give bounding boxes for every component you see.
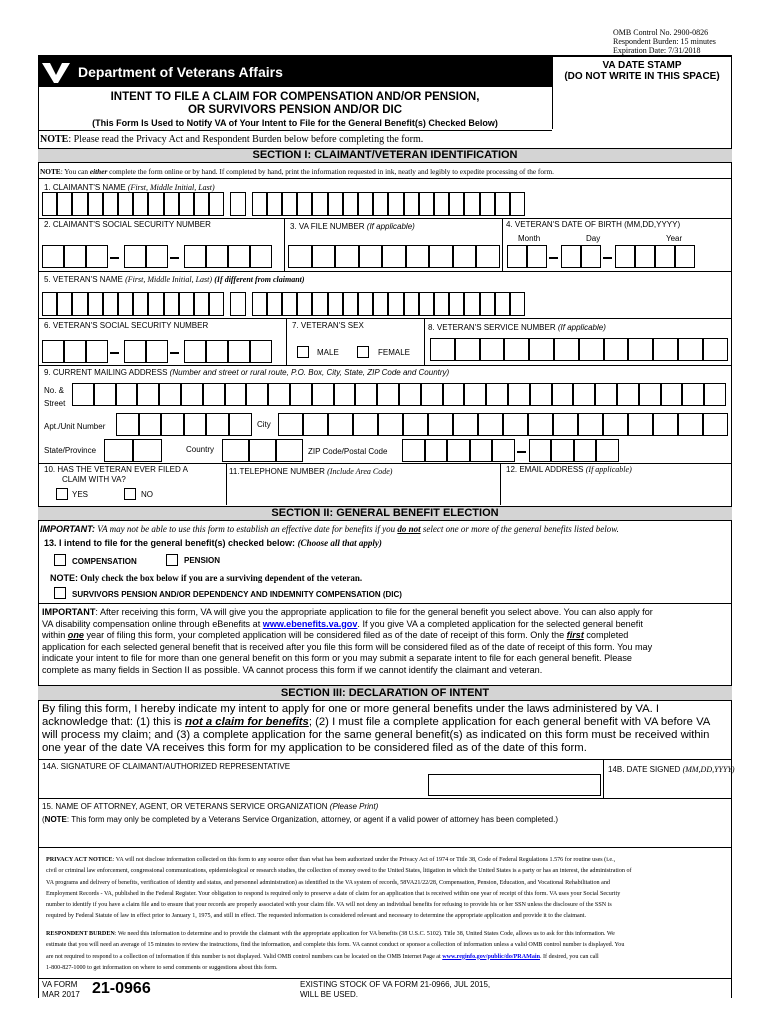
male-label: MALE xyxy=(317,348,339,357)
dic-label: SURVIVORS PENSION AND/OR DEPENDENCY AND INDEMNITY COMPENSATION (DIC) xyxy=(72,590,402,599)
char-cell[interactable] xyxy=(137,383,159,406)
char-cell[interactable] xyxy=(250,245,272,268)
char-cell[interactable] xyxy=(252,292,267,316)
char-cell[interactable] xyxy=(194,192,209,216)
char-cell[interactable] xyxy=(250,340,272,363)
char-cell[interactable] xyxy=(334,383,356,406)
footer-va-form: VA FORM xyxy=(42,980,78,989)
section-3-header: SECTION III: DECLARATION OF INTENT xyxy=(38,685,732,701)
char-cell[interactable] xyxy=(402,439,425,462)
char-cell[interactable] xyxy=(146,245,168,268)
char-cell[interactable] xyxy=(42,192,57,216)
char-cell[interactable] xyxy=(403,413,428,436)
char-cell[interactable] xyxy=(653,338,678,361)
separator-dash xyxy=(110,257,119,259)
char-cell[interactable] xyxy=(529,338,554,361)
char-cell[interactable] xyxy=(406,245,430,268)
char-cell[interactable] xyxy=(335,245,359,268)
char-cell[interactable] xyxy=(703,413,728,436)
char-cell[interactable] xyxy=(57,292,72,316)
char-cell[interactable] xyxy=(72,292,87,316)
char-cell[interactable] xyxy=(378,413,403,436)
email-label: 12. EMAIL ADDRESS (If applicable) xyxy=(506,465,632,474)
zip-label: ZIP Code/Postal Code xyxy=(308,447,388,456)
char-cell[interactable] xyxy=(148,192,163,216)
char-cell[interactable] xyxy=(312,245,336,268)
char-cell[interactable] xyxy=(561,245,581,268)
char-cell[interactable] xyxy=(453,413,478,436)
char-cell[interactable] xyxy=(179,192,194,216)
char-cell[interactable] xyxy=(64,245,86,268)
char-cell[interactable] xyxy=(268,383,290,406)
char-cell[interactable] xyxy=(604,338,629,361)
street-label-1: No. & xyxy=(44,386,65,395)
char-cell[interactable] xyxy=(704,383,726,406)
q13-label: 13. I intend to file for the general benefit(s) checked below: (Choose all that apply) xyxy=(44,538,382,548)
city-field[interactable] xyxy=(278,413,728,436)
char-cell[interactable] xyxy=(675,245,695,268)
compensation-label: COMPENSATION xyxy=(72,557,137,566)
respondent-burden: RESPONDENT BURDEN: We need this information to determine and to provide the claimant with the appropriate application for VA benefits (38 U.S.C. 5102). Title 38, United States Code, allows us to ask for this information. We estimate that you will need an average of 15 minutes to review the instructions, find the information, and complete this form. VA cannot conduct or sponsor a collection of information unless a valid OMB control number is displayed. You are not required to respond to a collection of information if this number is not displayed. Valid OMB control numbers can be located on the OMB Internet Page at www.reginfo.gov/public/do/PRAMain. If desired, you can call 1-800-827-1000 to get information on where to send comments or suggestions about this form. xyxy=(46,931,625,971)
char-cell[interactable] xyxy=(425,439,448,462)
char-cell[interactable] xyxy=(382,245,406,268)
char-cell[interactable] xyxy=(628,338,653,361)
char-cell[interactable] xyxy=(373,292,388,316)
char-cell[interactable] xyxy=(343,192,358,216)
state-field[interactable] xyxy=(104,439,162,462)
char-cell[interactable] xyxy=(229,413,252,436)
char-cell[interactable] xyxy=(139,413,162,436)
char-cell[interactable] xyxy=(510,192,525,216)
veteran-ssn-field[interactable] xyxy=(42,340,282,363)
char-cell[interactable] xyxy=(470,439,493,462)
char-cell[interactable] xyxy=(528,413,553,436)
char-cell[interactable] xyxy=(578,413,603,436)
char-cell[interactable] xyxy=(421,383,443,406)
char-cell[interactable] xyxy=(246,383,268,406)
form-title-2: OR SURVIVORS PENSION AND/OR DIC xyxy=(187,104,403,116)
char-cell[interactable] xyxy=(133,192,148,216)
char-cell[interactable] xyxy=(42,292,57,316)
char-cell[interactable] xyxy=(661,383,683,406)
char-cell[interactable] xyxy=(554,338,579,361)
char-cell[interactable] xyxy=(480,292,495,316)
char-cell[interactable] xyxy=(146,340,168,363)
filed-yes-label: YES xyxy=(72,490,89,499)
char-cell[interactable] xyxy=(267,192,282,216)
char-cell[interactable] xyxy=(276,439,303,462)
char-cell[interactable] xyxy=(430,338,455,361)
service-number-label: 8. VETERAN'S SERVICE NUMBER (If applicable) xyxy=(428,323,606,332)
char-cell[interactable] xyxy=(428,413,453,436)
omb-burden: Respondent Burden: 15 minutes xyxy=(613,37,716,46)
section-2-header: SECTION II: GENERAL BENEFIT ELECTION xyxy=(38,506,732,521)
char-cell[interactable] xyxy=(628,413,653,436)
char-cell[interactable] xyxy=(194,292,209,316)
veteran-dob-label: 4. VETERAN'S DATE OF BIRTH (MM,DD,YYYY) xyxy=(506,220,681,229)
claimant-name-field[interactable] xyxy=(42,192,728,216)
char-cell[interactable] xyxy=(124,245,146,268)
filed-no-label: NO xyxy=(141,490,153,499)
char-cell[interactable] xyxy=(355,383,377,406)
footer-stock-1: EXISTING STOCK OF VA FORM 21-0966, JUL 2015, xyxy=(300,980,491,989)
country-field[interactable] xyxy=(222,439,304,462)
char-cell[interactable] xyxy=(228,340,250,363)
veteran-name-label: 5. VETERAN'S NAME (First, Middle Initial, Last) (If different from claimant) xyxy=(44,275,305,284)
street-label-2: Street xyxy=(44,399,66,408)
separator-dash xyxy=(110,352,119,354)
char-cell[interactable] xyxy=(373,192,388,216)
separator-dash xyxy=(170,257,179,259)
form-subtitle: (This Form Is Used to Notify VA of Your Intent to File for the General Benefit(s) Checked Below) xyxy=(92,118,498,128)
char-cell[interactable] xyxy=(328,413,353,436)
char-cell[interactable] xyxy=(209,192,224,216)
va-date-stamp-label: VA DATE STAMP xyxy=(602,60,682,71)
char-cell[interactable] xyxy=(209,292,224,316)
claimant-ssn-field[interactable] xyxy=(42,245,282,268)
char-cell[interactable] xyxy=(249,439,276,462)
char-cell[interactable] xyxy=(655,245,675,268)
char-cell[interactable] xyxy=(510,292,525,316)
char-cell[interactable] xyxy=(228,245,250,268)
char-cell[interactable] xyxy=(573,383,595,406)
char-cell[interactable] xyxy=(103,192,118,216)
char-cell[interactable] xyxy=(529,439,552,462)
section-2-important: IMPORTANT: VA may not be able to use this form to establish an effective date for benefits if you do not select one or more of the general benefits listed below. xyxy=(40,524,619,534)
male-checkbox[interactable] xyxy=(297,346,309,358)
char-cell[interactable] xyxy=(504,338,529,361)
country-label: Country xyxy=(186,445,215,454)
important-paragraph: IMPORTANT: After receiving this form, VA will give you the appropriate application to file for the general benefit you select above. You can also apply for VA disability compensation online through eBenefits at www.ebenefits.va.gov. If you give VA a completed application for the selected general benefit within one year of filing this form, your completed application will be considered filed as of the date of receipt of this form. Only the first completed application for each selected general benefit that is received after you file this form will be considered filed as of the date of receipt of this form. You may indicate your intent to file for more than one general benefit on this form or you may submit a separate intent to file for each general benefit. Please complete as many fields in Section II as possible. VA cannot process this form if we cannot identify the claimant and veteran. xyxy=(42,607,653,675)
char-cell[interactable] xyxy=(312,192,327,216)
char-cell[interactable] xyxy=(328,192,343,216)
dic-checkbox[interactable] xyxy=(54,587,66,599)
footer-form-number: 21-0966 xyxy=(92,980,151,997)
char-cell[interactable] xyxy=(377,383,399,406)
footer-stock-2: WILL BE USED. xyxy=(300,990,358,999)
char-cell[interactable] xyxy=(164,292,179,316)
veteran-sex-label: 7. VETERAN'S SEX xyxy=(292,321,364,330)
telephone-label: 11.TELEPHONE NUMBER (Include Area Code) xyxy=(229,467,393,476)
separator-dash xyxy=(603,257,612,259)
char-cell[interactable] xyxy=(278,413,303,436)
char-cell[interactable] xyxy=(703,338,728,361)
section-1-header: SECTION I: CLAIMANT/VETERAN IDENTIFICATION xyxy=(38,148,732,163)
char-cell[interactable] xyxy=(464,383,486,406)
pension-checkbox[interactable] xyxy=(166,554,178,566)
char-cell[interactable] xyxy=(653,413,678,436)
char-cell[interactable] xyxy=(678,338,703,361)
ebenefits-link[interactable]: www.ebenefits.va.gov xyxy=(262,618,358,629)
char-cell[interactable] xyxy=(118,192,133,216)
char-cell[interactable] xyxy=(495,192,510,216)
char-cell[interactable] xyxy=(434,292,449,316)
char-cell[interactable] xyxy=(267,292,282,316)
char-cell[interactable] xyxy=(148,292,163,316)
compensation-checkbox[interactable] xyxy=(54,554,66,566)
char-cell[interactable] xyxy=(480,192,495,216)
char-cell[interactable] xyxy=(429,245,453,268)
char-cell[interactable] xyxy=(603,413,628,436)
char-cell[interactable] xyxy=(124,340,146,363)
char-cell[interactable] xyxy=(434,192,449,216)
char-cell[interactable] xyxy=(579,338,604,361)
char-cell[interactable] xyxy=(443,383,465,406)
city-label: City xyxy=(257,420,271,429)
char-cell[interactable] xyxy=(480,338,505,361)
dob-year-label: Year xyxy=(666,234,683,243)
char-cell[interactable] xyxy=(404,292,419,316)
char-cell[interactable] xyxy=(615,245,635,268)
veteran-dob-field[interactable] xyxy=(507,245,729,268)
attorney-label: 15. NAME OF ATTORNEY, AGENT, OR VETERANS SERVICE ORGANIZATION (Please Print) xyxy=(42,802,379,811)
char-cell[interactable] xyxy=(206,340,228,363)
char-cell[interactable] xyxy=(222,439,249,462)
char-cell[interactable] xyxy=(118,292,133,316)
char-cell[interactable] xyxy=(507,245,527,268)
char-cell[interactable] xyxy=(596,439,619,462)
declaration-text: By filing this form, I hereby indicate my intent to apply for one or more general benefits under the laws administered by VA. I acknowledge that: (1) this is not a claim for benefits; (2) I must file a complete application for each general benefit with VA before VA will process my claim; and (3) a complete application for the same general benefit(s) as indicated on this form must be received within one year of the date VA receives this form for my application to be considered filed as of the date of this form. xyxy=(42,703,711,754)
char-cell[interactable] xyxy=(88,192,103,216)
char-cell[interactable] xyxy=(184,340,206,363)
char-cell[interactable] xyxy=(678,413,703,436)
char-cell[interactable] xyxy=(42,340,64,363)
va-seal-icon xyxy=(40,59,72,85)
char-cell[interactable] xyxy=(464,292,479,316)
apt-field[interactable] xyxy=(116,413,252,436)
female-label: FEMALE xyxy=(378,348,411,357)
char-cell[interactable] xyxy=(551,439,574,462)
footer-date: MAR 2017 xyxy=(42,990,80,999)
form-title-1: INTENT TO FILE A CLAIM FOR COMPENSATION AND/OR PENSION, xyxy=(110,91,480,103)
char-cell[interactable] xyxy=(358,192,373,216)
omb-control: OMB Control No. 2900-0826 xyxy=(613,28,709,37)
char-cell[interactable] xyxy=(455,338,480,361)
filed-claim-label-2: CLAIM WITH VA? xyxy=(62,475,126,484)
char-cell[interactable] xyxy=(206,413,229,436)
char-cell[interactable] xyxy=(164,192,179,216)
separator-dash xyxy=(549,257,558,259)
signature-label: 14A. SIGNATURE OF CLAIMANT/AUTHORIZED REPRESENTATIVE xyxy=(42,762,291,771)
char-cell[interactable] xyxy=(252,192,267,216)
char-cell[interactable] xyxy=(116,413,139,436)
char-cell[interactable] xyxy=(57,192,72,216)
char-cell[interactable] xyxy=(225,383,247,406)
char-cell[interactable] xyxy=(495,292,510,316)
char-cell[interactable] xyxy=(328,292,343,316)
char-cell[interactable] xyxy=(478,413,503,436)
char-cell[interactable] xyxy=(682,383,704,406)
char-cell[interactable] xyxy=(230,192,245,216)
char-cell[interactable] xyxy=(388,292,403,316)
female-checkbox[interactable] xyxy=(357,346,369,358)
char-cell[interactable] xyxy=(574,439,597,462)
filed-claim-label-1: 10. HAS THE VETERAN EVER FILED A xyxy=(44,465,188,474)
attorney-note: (NOTE: This form may only be completed by a Veterans Service Organization, attorney, or agent if a valid power of attorney has been completed.) xyxy=(42,815,558,824)
char-cell[interactable] xyxy=(133,439,162,462)
claimant-ssn-label: 2. CLAIMANT'S SOCIAL SECURITY NUMBER xyxy=(44,220,211,229)
char-cell[interactable] xyxy=(486,383,508,406)
char-cell[interactable] xyxy=(159,383,181,406)
char-cell[interactable] xyxy=(508,383,530,406)
apt-label: Apt./Unit Number xyxy=(44,422,106,431)
service-number-field[interactable] xyxy=(430,338,728,361)
char-cell[interactable] xyxy=(553,413,578,436)
char-cell[interactable] xyxy=(343,292,358,316)
char-cell[interactable] xyxy=(72,383,94,406)
surviving-note: NOTE: Only check the box below if you are a surviving dependent of the veteran. xyxy=(50,573,363,583)
char-cell[interactable] xyxy=(282,192,297,216)
char-cell[interactable] xyxy=(303,413,328,436)
pension-label: PENSION xyxy=(184,556,221,565)
char-cell[interactable] xyxy=(103,292,118,316)
veteran-name-field[interactable] xyxy=(42,292,728,316)
char-cell[interactable] xyxy=(104,439,133,462)
char-cell[interactable] xyxy=(133,292,148,316)
mailing-address-label: 9. CURRENT MAILING ADDRESS (Number and street or rural route, P.O. Box, City, State, ZIP Code and Country) xyxy=(44,368,450,377)
do-not-write-label: (DO NOT WRITE IN THIS SPACE) xyxy=(564,71,720,82)
zip-field[interactable] xyxy=(402,439,728,462)
va-file-number-field[interactable] xyxy=(288,245,500,268)
omb-expiration: Expiration Date: 7/31/2018 xyxy=(613,46,701,55)
char-cell[interactable] xyxy=(206,245,228,268)
char-cell[interactable] xyxy=(399,383,421,406)
reginfo-link[interactable]: www.reginfo.gov/public/do/PRAMain xyxy=(442,953,540,960)
char-cell[interactable] xyxy=(449,292,464,316)
dept-name: Department of Veterans Affairs xyxy=(78,64,283,80)
char-cell[interactable] xyxy=(297,292,312,316)
street-field[interactable] xyxy=(72,383,728,406)
section-1-note: NOTE: You can either complete the form online or by hand. If completed by hand, print the information requested in ink, neatly and legibly to expedite processing of the form. xyxy=(40,167,554,176)
char-cell[interactable] xyxy=(282,292,297,316)
char-cell[interactable] xyxy=(203,383,225,406)
char-cell[interactable] xyxy=(527,245,547,268)
char-cell[interactable] xyxy=(184,413,207,436)
char-cell[interactable] xyxy=(42,245,64,268)
char-cell[interactable] xyxy=(404,192,419,216)
char-cell[interactable] xyxy=(312,383,334,406)
claimant-name-label: 1. CLAIMANT'S NAME (First, Middle Initial, Last) xyxy=(44,183,215,192)
char-cell[interactable] xyxy=(290,383,312,406)
char-cell[interactable] xyxy=(181,383,203,406)
char-cell[interactable] xyxy=(116,383,138,406)
char-cell[interactable] xyxy=(288,245,312,268)
char-cell[interactable] xyxy=(161,413,184,436)
char-cell[interactable] xyxy=(297,192,312,216)
char-cell[interactable] xyxy=(476,245,500,268)
dob-month-label: Month xyxy=(518,234,541,243)
char-cell[interactable] xyxy=(86,340,108,363)
char-cell[interactable] xyxy=(72,192,87,216)
char-cell[interactable] xyxy=(552,383,574,406)
separator-dash xyxy=(170,352,179,354)
char-cell[interactable] xyxy=(581,245,601,268)
char-cell[interactable] xyxy=(464,192,479,216)
char-cell[interactable] xyxy=(639,383,661,406)
char-cell[interactable] xyxy=(64,340,86,363)
char-cell[interactable] xyxy=(184,245,206,268)
separator-dash xyxy=(517,451,526,453)
char-cell[interactable] xyxy=(617,383,639,406)
char-cell[interactable] xyxy=(88,292,103,316)
char-cell[interactable] xyxy=(419,192,434,216)
state-label: State/Province xyxy=(44,446,97,455)
char-cell[interactable] xyxy=(503,413,528,436)
char-cell[interactable] xyxy=(179,292,194,316)
char-cell[interactable] xyxy=(449,192,464,216)
char-cell[interactable] xyxy=(530,383,552,406)
char-cell[interactable] xyxy=(353,413,378,436)
filed-no-checkbox[interactable] xyxy=(124,488,136,500)
char-cell[interactable] xyxy=(358,292,373,316)
char-cell[interactable] xyxy=(595,383,617,406)
char-cell[interactable] xyxy=(635,245,655,268)
veteran-ssn-label: 6. VETERAN'S SOCIAL SECURITY NUMBER xyxy=(44,321,209,330)
header-note: NOTE: Please read the Privacy Act and Respondent Burden below before completing the form. xyxy=(40,134,424,145)
char-cell[interactable] xyxy=(453,245,477,268)
char-cell[interactable] xyxy=(86,245,108,268)
signature-field[interactable] xyxy=(428,774,601,796)
char-cell[interactable] xyxy=(359,245,383,268)
char-cell[interactable] xyxy=(94,383,116,406)
char-cell[interactable] xyxy=(447,439,470,462)
char-cell[interactable] xyxy=(492,439,515,462)
char-cell[interactable] xyxy=(388,192,403,216)
filed-yes-checkbox[interactable] xyxy=(56,488,68,500)
omb-block xyxy=(613,28,716,55)
char-cell[interactable] xyxy=(230,292,245,316)
date-signed-label: 14B. DATE SIGNED (MM,DD,YYYY) xyxy=(608,765,735,774)
char-cell[interactable] xyxy=(419,292,434,316)
attorney-field[interactable] xyxy=(40,826,730,846)
privacy-notice: PRIVACY ACT NOTICE: VA will not disclose information collected on this form to any source other than what has been authorized under the Privacy Act of 1974 or Title 38, Code of Federal Regulations 1.576 for routine uses (i.e., civil or criminal law enforcement, congressional communications, epidemiological or research studies, the collection of money owed to the United States, litigation in which the United States is a party or has an interest, the administration of VA programs and delivery of benefits, verification of identity and status, and personnel administration) as identified in the VA system of records, 58VA21/22/28, Compensation, Pension, Education, and Vocational Rehabilitation and Employment Records - VA, published in the Federal Register. Your obligation to respond is required only to preserve a date of claim for an application that is received within one year of receipt of this form. VA uses your Social Security number to identify if you have a claim file and to ensure that your records are properly associated with your claim file. VA will not deny an individual benefits for refusing to provide his or her SSN unless the disclosure of the SSN is required by Federal Statute of law in effect prior to January 1, 1975, and still in effect. The requested information is considered relevant and necessary to determine the appropriate application and provide it to the claimant. xyxy=(46,857,632,920)
dob-day-label: Day xyxy=(586,234,601,243)
char-cell[interactable] xyxy=(312,292,327,316)
va-file-number-label: 3. VA FILE NUMBER (If applicable) xyxy=(290,222,415,231)
